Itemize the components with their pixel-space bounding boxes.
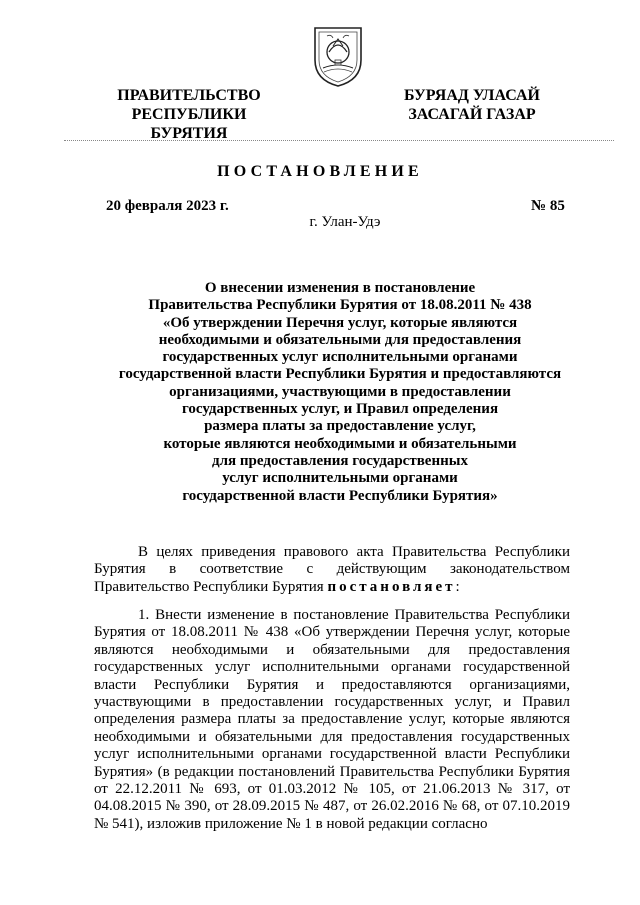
subject-line: государственной власти Республики Бурятия»: [182, 487, 498, 504]
clause-1-text: 1. Внести изменение в постановление Правительства Республики Бурятия от 18.08.2011 № 438 «Об утверждении Перечня услуг, которые являются необходимыми и обязательными для предоставления государственных услуг исполнительными органами государственной власти Республики Бурятия и предоставляются организациями, участвующими в предоставлении государственных услуг, и Правил определения размера платы за предоставление услуг, которые являются необходимыми и обязательными для предоставления государственных услуг исполнительными органами государственной власти Республики Бурятия» (в редакции постановлений Правительства Республики Бурятия от 22.12.2011 № 693, от 01.03.2012 № 105, от 21.06.2013 № 317, от 04.08.2015 № 390, от 28.09.2015 № 487, от 26.02.2016 № 68, от 07.10.2019 № 541), изложив приложение № 1 в новой редакции согласно: [94, 607, 570, 832]
subject-line: государственных услуг исполнительными органами: [162, 349, 518, 366]
subject-line: О внесении изменения в постановление: [204, 280, 476, 296]
subject-line: для предоставления государственных: [212, 452, 468, 469]
subject-line: которые являются необходимыми и обязательными: [163, 435, 517, 452]
government-name-ru-line1: ПРАВИТЕЛЬСТВО: [117, 87, 261, 104]
government-name-ru: [94, 86, 284, 143]
government-name-bua-line2: ЗАСАГАЙ ГАЗАР: [408, 106, 536, 123]
subject-line: Правительства Республики Бурятия от 18.08.2011 № 438: [148, 297, 532, 314]
preamble-end: :: [455, 578, 460, 595]
decree-word: постановляет: [327, 578, 456, 595]
header-separator: [64, 140, 614, 141]
document-number: № 85: [531, 198, 565, 214]
document-city: г. Улан-Удэ: [309, 214, 381, 230]
preamble-paragraph: [94, 544, 570, 596]
coat-of-arms-emblem-icon: [309, 22, 367, 88]
subject-line: необходимыми и обязательными для предоставления: [158, 331, 522, 348]
subject-line: услуг исполнительными органами: [222, 470, 458, 487]
clause-1-paragraph: [94, 607, 570, 833]
government-name-bua: [402, 86, 542, 124]
subject-line: государственной власти Республики Бурятия и предоставляются: [118, 366, 562, 383]
document-subject: [80, 280, 600, 505]
document-date: 20 февраля 2023 г.: [106, 198, 229, 214]
subject-line: «Об утверждении Перечня услуг, которые являются: [162, 314, 518, 331]
subject-line: государственных услуг, и Правил определения: [181, 401, 499, 418]
document-type-title: ПОСТАНОВЛЕНИЕ: [217, 163, 423, 180]
government-name-bua-line1: БУРЯАД УЛАСАЙ: [404, 87, 540, 104]
subject-line: организациями, участвующими в предоставлении: [169, 383, 511, 400]
subject-line: размера платы за предоставление услуг,: [204, 418, 476, 435]
preamble-text: В целях приведения правового акта Правительства Республики Бурятия в соответствие с действующим законодательством Правительство Республики Бурятия: [94, 544, 570, 595]
government-name-ru-line2: РЕСПУБЛИКИ БУРЯТИЯ: [131, 106, 247, 142]
